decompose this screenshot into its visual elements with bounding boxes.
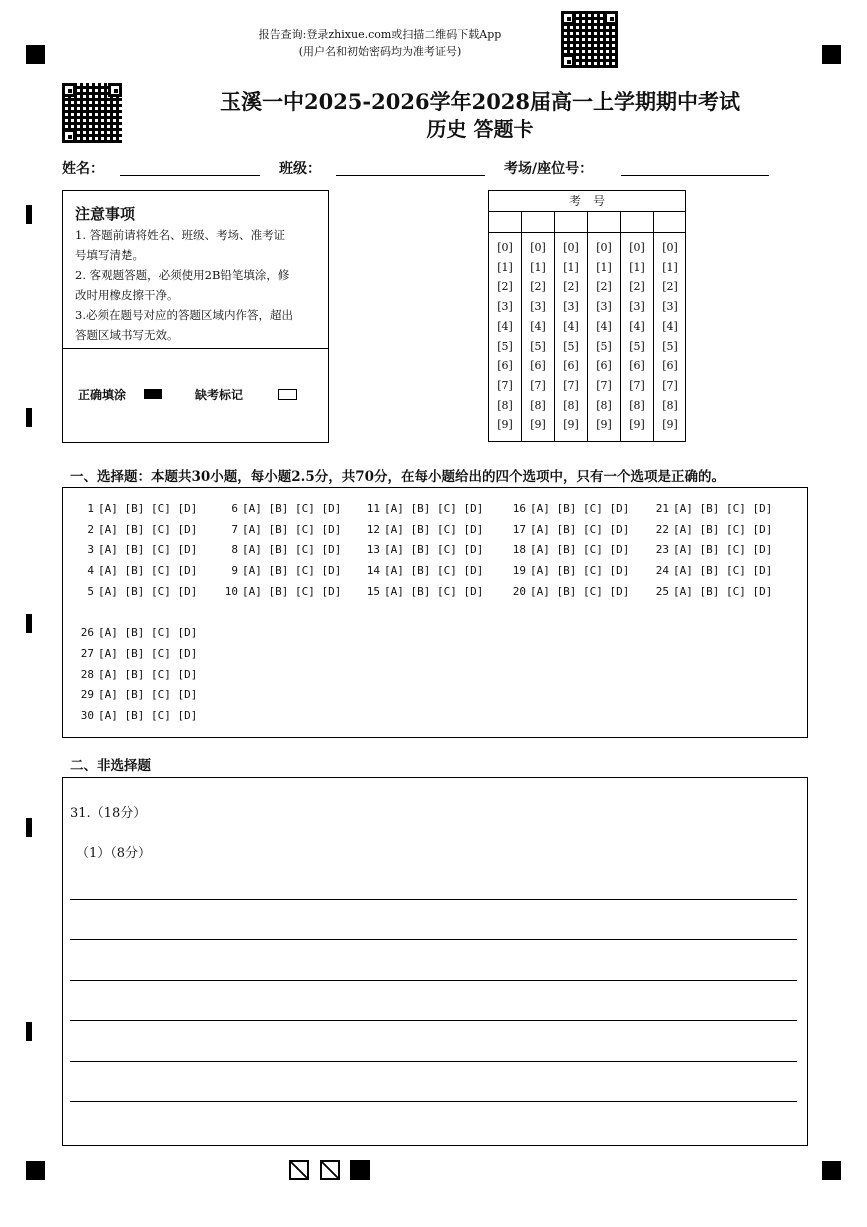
question-number: 30 (80, 709, 94, 722)
question-row (220, 582, 341, 603)
question-number: 4 (87, 564, 94, 578)
exam-digit-bubble[interactable]: [9] (530, 418, 546, 432)
exam-digit-bubble[interactable]: [8] (497, 398, 513, 412)
exam-digit-bubble[interactable]: [7] (629, 378, 645, 392)
answer-options[interactable]: [A] [B] [C] [D] (673, 543, 773, 557)
side-mark (26, 818, 32, 837)
question-number: 18 (512, 543, 526, 557)
answer-options[interactable]: [A] [B] [C] [D] (384, 543, 484, 557)
exam-digit-bubble[interactable]: [2] (662, 280, 678, 294)
question-number: 16 (512, 502, 526, 515)
answer-line[interactable] (70, 1061, 797, 1062)
exam-digit-bubble[interactable]: [7] (497, 378, 513, 392)
question-row (651, 582, 772, 603)
exam-digit-bubble[interactable]: [0] (530, 241, 546, 254)
question-number: 27 (80, 646, 94, 660)
exam-digit-bubble[interactable]: [6] (563, 359, 579, 373)
exam-number-column (588, 238, 620, 435)
question-row (76, 499, 197, 520)
question-row (220, 540, 341, 561)
q31-title: 31.（18分） (70, 806, 147, 821)
section1-title: 一、选择题：本题共30小题，每小题2.5分，共70分，在每小题给出的四个选项中，只有一个选项是正确的。 (70, 469, 726, 485)
notes-box (62, 190, 329, 443)
exam-digit-bubble[interactable]: [9] (497, 418, 513, 432)
question-number: 1 (87, 502, 94, 515)
exam-digit-bubble[interactable]: [1] (563, 260, 579, 274)
answer-line[interactable] (70, 980, 797, 981)
exam-digit-bubble[interactable]: [3] (629, 300, 645, 314)
qr-code-icon (561, 11, 618, 68)
side-mark (26, 1022, 32, 1041)
exam-digit-bubble[interactable]: [6] (629, 359, 645, 373)
exam-digit-bubble[interactable]: [2] (497, 280, 513, 294)
question-number: 10 (224, 584, 238, 598)
exam-digit-bubble[interactable]: [3] (530, 300, 546, 314)
answer-options[interactable]: [A] [B] [C] [D] (98, 688, 198, 702)
timing-mark-top-right (822, 45, 841, 64)
exam-digit-bubble[interactable]: [9] (662, 418, 678, 432)
exam-digit-bubble[interactable]: [3] (497, 300, 513, 314)
answer-options[interactable]: [A] [B] [C] [D] (98, 584, 198, 598)
question-number: 7 (231, 522, 238, 536)
question-row (651, 540, 772, 561)
answer-options[interactable]: [A] [B] [C] [D] (673, 584, 773, 598)
exam-digit-bubble[interactable]: [4] (662, 319, 678, 333)
correct-fill-sample (144, 389, 162, 399)
question-row (362, 540, 483, 561)
question-row (362, 499, 483, 520)
notes-item: 答题区域书写无效。 (75, 328, 179, 342)
question-number: 20 (512, 584, 526, 598)
question-number: 28 (80, 667, 94, 681)
answer-options[interactable]: [A] [B] [C] [D] (673, 564, 773, 578)
side-mark (26, 614, 32, 633)
question-row (651, 499, 772, 520)
notes-list (75, 225, 325, 345)
question-number: 5 (87, 584, 94, 598)
exam-digit-bubble[interactable]: [3] (662, 300, 678, 314)
section2-title: 二、非选择题 (70, 758, 151, 774)
exam-digit-bubble[interactable]: [0] (563, 241, 579, 254)
answer-options[interactable]: [A] [B] [C] [D] (242, 584, 342, 598)
notes-item: 号填写清楚。 (75, 248, 144, 262)
qr-code-icon (62, 83, 122, 143)
exam-digit-bubble[interactable]: [5] (596, 339, 612, 353)
timing-mark-bottom-left (26, 1161, 45, 1180)
exam-number-title: 考 号 (568, 194, 605, 208)
question-row (651, 520, 772, 541)
question-number: 24 (655, 564, 669, 578)
exam-digit-bubble[interactable]: [0] (662, 241, 678, 254)
answer-options[interactable]: [A] [B] [C] [D] (530, 584, 630, 598)
exam-number-column (621, 238, 653, 435)
exam-digit-bubble[interactable]: [8] (662, 398, 678, 412)
question-number: 25 (655, 584, 669, 598)
exam-digit-bubble[interactable]: [1] (530, 260, 546, 274)
filled-box-icon (350, 1160, 370, 1180)
q31-sub1: （1）（8分） (76, 846, 152, 861)
answer-line[interactable] (70, 1020, 797, 1021)
exam-digit-bubble[interactable]: [4] (563, 319, 579, 333)
absent-label: 缺考标记 (195, 388, 244, 402)
question-row (76, 623, 197, 644)
exam-digit-bubble[interactable]: [7] (596, 378, 612, 392)
answer-options[interactable]: [A] [B] [C] [D] (242, 522, 342, 536)
answer-options[interactable]: [A] [B] [C] [D] (98, 564, 198, 578)
question-number: 8 (231, 543, 238, 557)
question-row (362, 520, 483, 541)
exam-digit-bubble[interactable]: [6] (596, 359, 612, 373)
exam-digit-bubble[interactable]: [2] (530, 280, 546, 294)
question-row (508, 520, 629, 541)
question-row (508, 540, 629, 561)
question-row (76, 561, 197, 582)
answer-options[interactable]: [A] [B] [C] [D] (98, 502, 198, 515)
exam-digit-bubble[interactable]: [8] (629, 398, 645, 412)
section2-box (62, 777, 808, 1146)
name-field[interactable] (120, 175, 260, 176)
report-credentials-line: (用户名和初始密码均为准考证号) (298, 45, 462, 58)
exam-digit-bubble[interactable]: [1] (662, 260, 678, 274)
crossed-box-icon (289, 1160, 309, 1180)
answer-options[interactable]: [A] [B] [C] [D] (98, 709, 198, 722)
answer-options[interactable]: [A] [B] [C] [D] (242, 564, 342, 578)
exam-digit-bubble[interactable]: [7] (662, 378, 678, 392)
question-number: 13 (366, 543, 380, 557)
question-number: 11 (366, 502, 380, 515)
class-label: 班级： (279, 161, 321, 177)
absent-mark-box[interactable] (278, 389, 297, 400)
question-number: 14 (366, 564, 380, 578)
timing-mark-bottom-right (822, 1161, 841, 1180)
answer-line[interactable] (70, 899, 797, 900)
exam-digit-bubble[interactable]: [3] (563, 300, 579, 314)
question-row (508, 499, 629, 520)
question-number: 23 (655, 543, 669, 557)
notes-title: 注意事项 (75, 205, 136, 223)
exam-digit-bubble[interactable]: [4] (497, 319, 513, 333)
side-mark (26, 408, 32, 427)
question-number: 12 (366, 522, 380, 536)
answer-line[interactable] (70, 1101, 797, 1102)
sheet-title: 历史 答题卡 (426, 117, 534, 141)
answer-line[interactable] (70, 939, 797, 940)
answer-options[interactable]: [A] [B] [C] [D] (530, 564, 630, 578)
answer-options[interactable]: [A] [B] [C] [D] (673, 522, 773, 536)
question-row (76, 665, 197, 686)
question-row (220, 561, 341, 582)
seat-field[interactable] (621, 175, 769, 176)
exam-digit-bubble[interactable]: [1] (629, 260, 645, 274)
exam-digit-bubble[interactable]: [9] (629, 418, 645, 432)
question-number: 22 (655, 522, 669, 536)
question-row (362, 582, 483, 603)
question-row (76, 582, 197, 603)
exam-number-column (522, 238, 554, 435)
exam-digit-bubble[interactable]: [9] (596, 418, 612, 432)
exam-number-column (555, 238, 587, 435)
question-number: 9 (231, 564, 238, 578)
side-mark (26, 205, 32, 224)
exam-digit-bubble[interactable]: [8] (596, 398, 612, 412)
exam-number-column (654, 238, 686, 435)
exam-digit-bubble[interactable]: [2] (629, 280, 645, 294)
name-label: 姓名： (62, 161, 104, 177)
exam-digit-bubble[interactable]: [1] (497, 260, 513, 274)
question-number: 6 (231, 502, 238, 515)
question-row (76, 540, 197, 561)
exam-digit-bubble[interactable]: [5] (629, 339, 645, 353)
answer-options[interactable]: [A] [B] [C] [D] (98, 646, 198, 660)
notes-item: 2. 客观题答题，必须使用2B铅笔填涂，修 (75, 268, 290, 282)
seat-label: 考场/座位号： (504, 161, 594, 177)
class-field[interactable] (336, 175, 485, 176)
question-number: 17 (512, 522, 526, 536)
exam-digit-bubble[interactable]: [7] (530, 378, 546, 392)
exam-digit-bubble[interactable]: [4] (530, 319, 546, 333)
answer-options[interactable]: [A] [B] [C] [D] (242, 502, 342, 515)
question-number: 15 (366, 584, 380, 598)
exam-digit-bubble[interactable]: [7] (563, 378, 579, 392)
answer-options[interactable]: [A] [B] [C] [D] (98, 543, 198, 557)
exam-digit-bubble[interactable]: [0] (629, 241, 645, 254)
answer-options[interactable]: [A] [B] [C] [D] (98, 522, 198, 536)
notes-item: 3.必须在题号对应的答题区域内作答，超出 (75, 308, 293, 322)
question-row (362, 561, 483, 582)
exam-digit-bubble[interactable]: [3] (596, 300, 612, 314)
notes-divider (63, 348, 328, 349)
report-query-line: 报告查询:登录zhixue.com或扫描二维码下载App (258, 28, 502, 41)
question-row (220, 499, 341, 520)
answer-options[interactable]: [A] [B] [C] [D] (384, 522, 484, 536)
question-row (651, 561, 772, 582)
question-row (76, 644, 197, 665)
exam-digit-bubble[interactable]: [4] (596, 319, 612, 333)
question-row (76, 706, 197, 727)
exam-digit-bubble[interactable]: [0] (497, 241, 513, 254)
exam-digit-bubble[interactable]: [6] (662, 359, 678, 373)
question-row (220, 520, 341, 541)
exam-number-column (489, 238, 521, 435)
exam-digit-bubble[interactable]: [5] (497, 339, 513, 353)
answer-options[interactable]: [A] [B] [C] [D] (384, 584, 484, 598)
question-number: 21 (655, 502, 669, 515)
exam-digit-bubble[interactable]: [8] (530, 398, 546, 412)
exam-digit-bubble[interactable]: [2] (563, 280, 579, 294)
exam-title: 玉溪一中2025-2026学年2028届高一上学期期中考试 (219, 89, 741, 114)
answer-options[interactable]: [A] [B] [C] [D] (98, 667, 198, 681)
answer-options[interactable]: [A] [B] [C] [D] (530, 522, 630, 536)
question-row (76, 685, 197, 706)
correct-fill-label: 正确填涂 (78, 388, 127, 402)
exam-digit-bubble[interactable]: [6] (530, 359, 546, 373)
notes-item: 改时用橡皮擦干净。 (75, 288, 179, 302)
question-row (508, 582, 629, 603)
answer-options[interactable]: [A] [B] [C] [D] (384, 502, 484, 515)
notes-item: 1. 答题前请将姓名、班级、考场、准考证 (75, 228, 286, 242)
question-number: 19 (512, 564, 526, 578)
exam-digit-bubble[interactable]: [4] (629, 319, 645, 333)
exam-digit-bubble[interactable]: [6] (497, 359, 513, 373)
answer-options[interactable]: [A] [B] [C] [D] (98, 626, 198, 640)
question-number: 2 (87, 522, 94, 536)
answer-options[interactable]: [A] [B] [C] [D] (530, 543, 630, 557)
timing-mark-top-left (26, 45, 45, 64)
exam-digit-bubble[interactable]: [8] (563, 398, 579, 412)
answer-options[interactable]: [A] [B] [C] [D] (673, 502, 773, 515)
question-number: 29 (80, 688, 94, 702)
exam-digit-bubble[interactable]: [5] (662, 339, 678, 353)
exam-digit-bubble[interactable]: [2] (596, 280, 612, 294)
crossed-box-icon (320, 1160, 340, 1180)
question-row (508, 561, 629, 582)
question-number: 3 (87, 543, 94, 557)
answer-options[interactable]: [A] [B] [C] [D] (530, 502, 630, 515)
exam-digit-bubble[interactable]: [5] (563, 339, 579, 353)
answer-options[interactable]: [A] [B] [C] [D] (242, 543, 342, 557)
exam-digit-bubble[interactable]: [5] (530, 339, 546, 353)
answer-options[interactable]: [A] [B] [C] [D] (384, 564, 484, 578)
question-row (76, 520, 197, 541)
question-number: 26 (80, 626, 94, 640)
exam-digit-bubble[interactable]: [0] (596, 241, 612, 254)
exam-digit-bubble[interactable]: [1] (596, 260, 612, 274)
exam-digit-bubble[interactable]: [9] (563, 418, 579, 432)
